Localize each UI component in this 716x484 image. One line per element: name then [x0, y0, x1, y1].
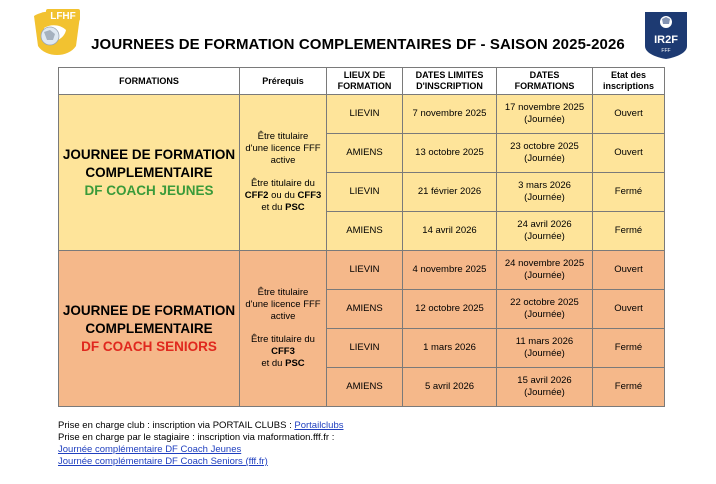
formations-table [58, 67, 665, 407]
svg-text:FFF: FFF [661, 48, 671, 54]
date-limite-cell: 12 octobre 2025 [403, 290, 497, 329]
table-row [59, 95, 665, 134]
date-formation-cell: 24 avril 2026 (Journée) [497, 212, 593, 251]
formation-subtitle: DF COACH JEUNES [84, 182, 214, 198]
date-formation-cell: 17 novembre 2025 (Journée) [497, 95, 593, 134]
table-row [59, 251, 665, 290]
header-etat: Etat des inscriptions [593, 68, 665, 95]
page-title: JOURNEES DE FORMATION COMPLEMENTAIRES DF - SAISON 2025-2026 [91, 36, 625, 53]
svg-text:IR2F: IR2F [654, 34, 678, 46]
lieu-cell: AMIENS [327, 134, 403, 173]
header-dates-formations: DATES FORMATIONS [497, 68, 593, 95]
date-formation-cell: 22 octobre 2025 (Journée) [497, 290, 593, 329]
prerequis-cell-jeunes: Être titulaire d'une licence FFF active Être titulaire du CFF2 ou du CFF3 et du PSC [240, 95, 327, 251]
header-prerequis: Prérequis [240, 68, 327, 95]
date-limite-cell: 5 avril 2026 [403, 368, 497, 407]
table-header-row [59, 68, 665, 95]
date-formation-cell: 3 mars 2026 (Journée) [497, 173, 593, 212]
lieu-cell: LIEVIN [327, 95, 403, 134]
prerequis-cell-seniors: Être titulaire d'une licence FFF active Être titulaire du CFF3 et du PSC [240, 251, 327, 407]
header-dates-limites: DATES LIMITES D'INSCRIPTION [403, 68, 497, 95]
formation-cell-seniors [59, 251, 240, 407]
etat-cell: Ouvert [593, 251, 665, 290]
lieu-cell: AMIENS [327, 212, 403, 251]
etat-cell: Fermé [593, 329, 665, 368]
svg-text:LFHF: LFHF [50, 11, 76, 22]
header-formations: FORMATIONS [59, 68, 240, 95]
club-note: Prise en charge club : inscription via PORTAIL CLUBS : Portailclubs [58, 420, 344, 431]
date-limite-cell: 14 avril 2026 [403, 212, 497, 251]
formation-title: JOURNEE DE FORMATION COMPLEMENTAIRE DF COACH SENIORS [62, 302, 236, 354]
etat-cell: Fermé [593, 173, 665, 212]
registration-notes [58, 420, 343, 468]
etat-cell: Ouvert [593, 95, 665, 134]
date-limite-cell: 7 novembre 2025 [403, 95, 497, 134]
lieu-cell: LIEVIN [327, 173, 403, 212]
date-limite-cell: 1 mars 2026 [403, 329, 497, 368]
jeunes-link[interactable]: Journée complémentaire DF Coach Jeunes [58, 444, 242, 455]
lieu-cell: AMIENS [327, 368, 403, 407]
lieu-cell: LIEVIN [327, 329, 403, 368]
date-formation-cell: 23 octobre 2025 (Journée) [497, 134, 593, 173]
etat-cell: Fermé [593, 212, 665, 251]
date-limite-cell: 13 octobre 2025 [403, 134, 497, 173]
date-formation-cell: 15 avril 2026 (Journée) [497, 368, 593, 407]
date-limite-cell: 21 février 2026 [403, 173, 497, 212]
stagiaire-note: Prise en charge par le stagiaire : inscription via maformation.fff.fr : [58, 432, 335, 443]
seniors-link[interactable]: Journée complémentaire DF Coach Seniors (fff.fr) [58, 456, 268, 467]
formation-cell-jeunes [59, 95, 240, 251]
etat-cell: Fermé [593, 368, 665, 407]
date-formation-cell: 24 novembre 2025 (Journée) [497, 251, 593, 290]
header-lieux: LIEUX DE FORMATION [327, 68, 403, 95]
etat-cell: Ouvert [593, 134, 665, 173]
lieu-cell: LIEVIN [327, 251, 403, 290]
lieu-cell: AMIENS [327, 290, 403, 329]
formation-title: JOURNEE DE FORMATION COMPLEMENTAIRE DF COACH JEUNES [62, 146, 236, 198]
formation-subtitle: DF COACH SENIORS [81, 338, 217, 354]
portailclubs-link[interactable]: Portailclubs [294, 420, 344, 431]
date-limite-cell: 4 novembre 2025 [403, 251, 497, 290]
etat-cell: Ouvert [593, 290, 665, 329]
date-formation-cell: 11 mars 2026 (Journée) [497, 329, 593, 368]
